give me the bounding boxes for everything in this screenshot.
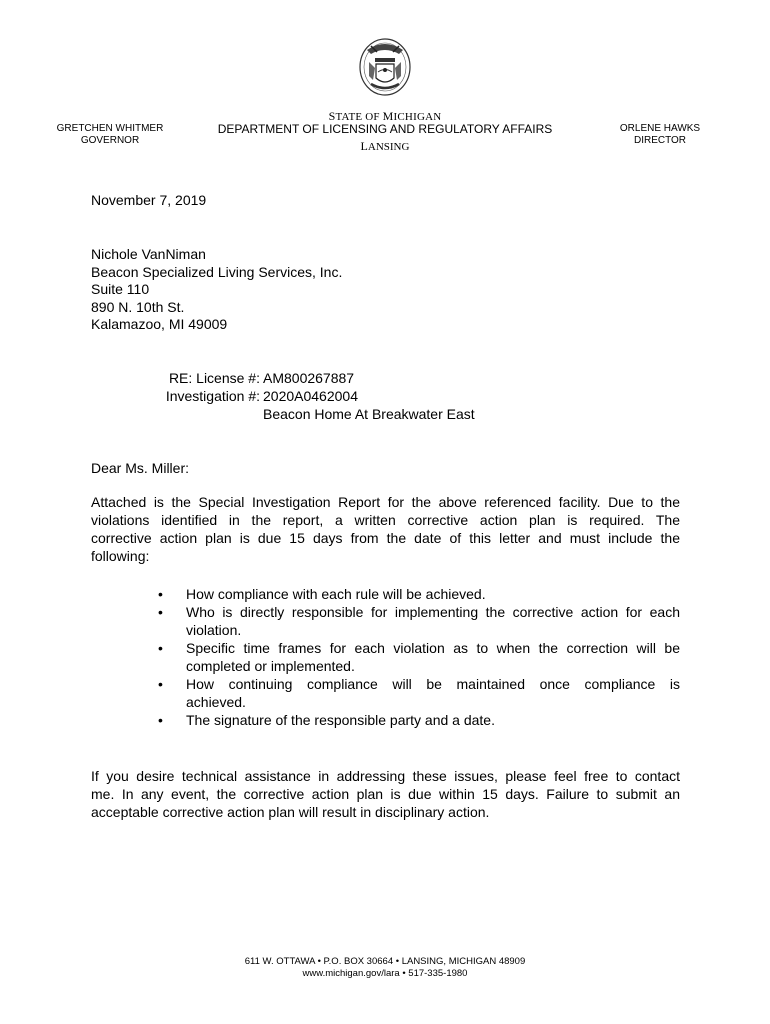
director-title: DIRECTOR [633,135,687,146]
bullet-text: Specific time frames for each violation as to when the correction will be [186,640,680,656]
closing-line-1: If you desire technical assistance in addressing these issues, please feel free to contact [91,768,680,784]
bullet-text: How continuing compliance will be maintained once compliance is [186,676,680,692]
list-item [150,603,680,639]
list-item [150,675,680,711]
closing-line-2: me. In any event, the corrective action plan is due within 15 days. Failure to submit an [91,786,680,802]
footer-address: 611 W. OTTAWA • P.O. BOX 30664 • LANSING, MICHIGAN 48909 [244,956,526,967]
bullet-text: violation. [186,622,242,638]
bullet-icon: • [158,712,163,728]
salutation: Dear Ms. Miller: [91,460,190,476]
investigation-number: 2020A0462004 [263,388,358,404]
recipient-name: Nichole VanNiman [91,246,206,262]
list-item [150,585,680,603]
bullet-icon: • [158,604,163,620]
bullet-text: completed or implemented. [186,658,355,674]
letter-date: November 7, 2019 [91,192,207,208]
intro-line-2: violations identified in the report, a written corrective action plan is required. The [91,512,680,528]
governor-block [40,123,180,147]
state-of-michigan-heading: STATE OF MICHIGAN [328,109,442,123]
reference-labels [120,370,260,406]
recipient-city: Kalamazoo, MI 49009 [91,316,228,332]
bullet-icon: • [158,676,163,692]
bullet-text: Who is directly responsible for implementing the corrective action for each [186,604,680,620]
requirements-list [150,585,680,729]
closing-paragraph [91,768,680,822]
license-number: AM800267887 [263,370,355,386]
intro-paragraph [91,494,680,566]
bullet-icon: • [158,640,163,656]
recipient-address [91,246,342,334]
city-name: LANSING [360,139,410,153]
michigan-seal-icon [357,36,413,98]
bullet-text: The signature of the responsible party and a date. [186,712,495,728]
recipient-company: Beacon Specialized Living Services, Inc. [91,263,343,280]
recipient-street: 890 N. 10th St. [91,298,185,315]
intro-line-3: corrective action plan is due 15 days from the date of this letter and must include the [91,530,680,546]
investigation-label: Investigation #: [165,388,260,404]
director-name: ORLENE HAWKS [619,123,701,134]
director-block [588,123,732,147]
license-label: RE: License #: [168,370,260,386]
footer-contact: www.michigan.gov/lara • 517-335-1980 [302,968,468,979]
governor-name: GRETCHEN WHITMER [56,123,164,134]
list-item [150,711,680,729]
department-name: DEPARTMENT OF LICENSING AND REGULATORY AFFAIRS [217,122,553,136]
intro-line-1: Attached is the Special Investigation Report for the above referenced facility. Due to the [91,494,680,510]
list-item [150,639,680,675]
bullet-icon: • [158,586,163,602]
reference-values [263,370,475,424]
bullet-text: How compliance with each rule will be achieved. [186,586,486,602]
intro-line-4: following: [91,548,150,564]
facility-name: Beacon Home At Breakwater East [263,406,475,422]
recipient-suite: Suite 110 [91,281,150,297]
governor-title: GOVERNOR [80,135,140,146]
bullet-text: achieved. [186,694,246,710]
closing-line-3: acceptable corrective action plan will result in disciplinary action. [91,804,490,820]
